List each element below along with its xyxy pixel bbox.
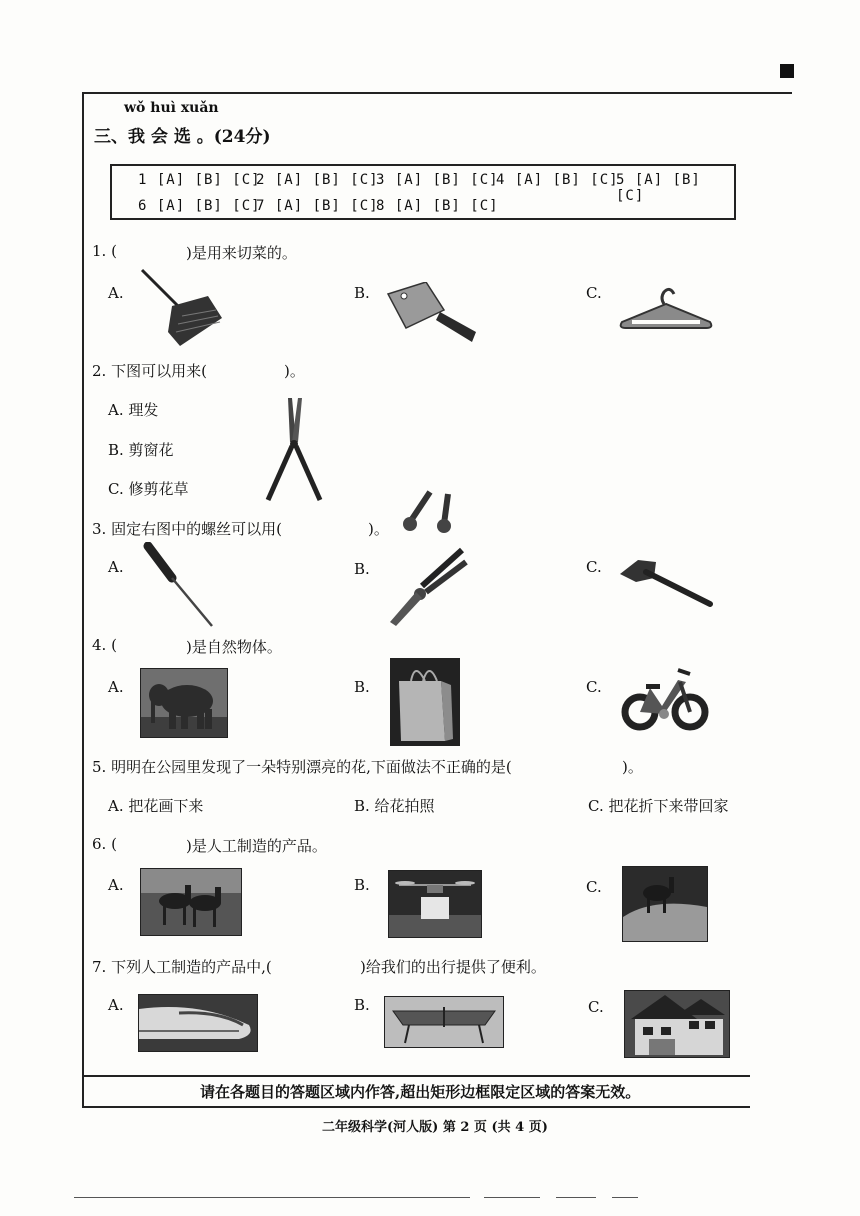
q7-option-b[interactable]: B. bbox=[354, 996, 370, 1014]
footer-rule bbox=[74, 1197, 470, 1198]
question-1-stem-end: )是用来切菜的。 bbox=[186, 244, 297, 262]
pliers-icon bbox=[386, 546, 470, 630]
q1-option-b[interactable]: B. bbox=[354, 284, 370, 302]
question-6-stem-start: 6. ( bbox=[92, 835, 117, 853]
frame-left-line bbox=[82, 92, 84, 1108]
q3-option-b[interactable]: B. bbox=[354, 560, 370, 578]
answer-choice-row[interactable]: 6 [A] [B] [C] bbox=[138, 198, 261, 214]
question-3-stem-end: )。 bbox=[368, 520, 389, 538]
question-7-stem-end: )给我们的出行提供了便利。 bbox=[360, 958, 546, 976]
q5-option-a[interactable]: A. 把花画下来 bbox=[108, 797, 204, 815]
question-6-stem-end: )是人工制造的产品。 bbox=[186, 837, 327, 855]
q1-option-c[interactable]: C. bbox=[586, 284, 602, 302]
page-footer: 二年级科学(河人版) 第 2 页 (共 4 页) bbox=[322, 1120, 548, 1135]
paper-bag-photo bbox=[390, 658, 460, 746]
q4-option-c[interactable]: C. bbox=[586, 678, 602, 696]
delivery-drone-photo bbox=[388, 870, 482, 938]
hanger-icon bbox=[616, 284, 716, 334]
q6-option-c[interactable]: C. bbox=[586, 878, 602, 896]
screwdriver-icon bbox=[142, 542, 218, 630]
q1-option-a[interactable]: A. bbox=[108, 284, 124, 302]
q2-option-a[interactable]: A. 理发 bbox=[108, 401, 159, 419]
q4-option-b[interactable]: B. bbox=[354, 678, 370, 696]
answer-choice-row[interactable]: 1 [A] [B] [C] bbox=[138, 172, 261, 188]
question-5-stem-start: 5. 明明在公园里发现了一朵特别漂亮的花,下面做法不正确的是( bbox=[92, 758, 512, 776]
question-3-stem-start: 3. 固定右图中的螺丝可以用( bbox=[92, 520, 282, 538]
footer-rule bbox=[612, 1197, 638, 1198]
q3-option-a[interactable]: A. bbox=[108, 558, 124, 576]
footer-rule bbox=[556, 1197, 596, 1198]
question-4-stem-start: 4. ( bbox=[92, 636, 117, 654]
question-1-stem-start: 1. ( bbox=[92, 242, 117, 260]
frame-top-line bbox=[82, 92, 792, 94]
house-photo bbox=[624, 990, 730, 1058]
q2-option-c[interactable]: C. 修剪花草 bbox=[108, 480, 189, 498]
elephant-photo bbox=[140, 668, 228, 738]
answer-choice-row[interactable]: 3 [A] [B] [C] bbox=[376, 172, 499, 188]
q2-option-b[interactable]: B. 剪窗花 bbox=[108, 441, 174, 459]
q5-option-c[interactable]: C. 把花折下来带回家 bbox=[588, 797, 729, 815]
question-4-stem-end: )是自然物体。 bbox=[186, 638, 282, 656]
section-title: 三、我 会 选 。(24分) bbox=[94, 127, 271, 147]
answer-choice-row[interactable]: 8 [A] [B] [C] bbox=[376, 198, 499, 214]
answer-choice-row[interactable]: 7 [A] [B] [C] bbox=[256, 198, 379, 214]
hedge-shears-icon bbox=[262, 396, 326, 504]
ping-pong-table-photo bbox=[384, 996, 504, 1048]
frame-line bbox=[82, 1106, 750, 1108]
answer-area-notice: 请在各题目的答题区域内作答,超出矩形边框限定区域的答案无效。 bbox=[200, 1083, 641, 1101]
bullet-train-photo bbox=[138, 994, 258, 1052]
answer-choice-row[interactable]: 2 [A] [B] [C] bbox=[256, 172, 379, 188]
question-2-stem-start: 2. 下图可以用来( bbox=[92, 362, 207, 380]
answer-sheet bbox=[110, 164, 736, 220]
question-2-stem-end: )。 bbox=[284, 362, 305, 380]
hammer-icon bbox=[618, 556, 714, 612]
screws-icon bbox=[400, 486, 464, 534]
q3-option-c[interactable]: C. bbox=[586, 558, 602, 576]
bicycle-photo bbox=[620, 660, 710, 736]
q6-option-a[interactable]: A. bbox=[108, 876, 124, 894]
footer-rule bbox=[484, 1197, 540, 1198]
q6-option-b[interactable]: B. bbox=[354, 876, 370, 894]
question-7-stem-start: 7. 下列人工制造的产品中,( bbox=[92, 958, 272, 976]
cleaver-icon bbox=[386, 282, 480, 344]
camel-photo bbox=[622, 866, 708, 942]
broom-icon bbox=[138, 266, 224, 350]
answer-choice-row[interactable]: 5 [A] [B] [C] bbox=[616, 172, 701, 204]
q5-option-b[interactable]: B. 给花拍照 bbox=[354, 797, 435, 815]
section-pinyin: wǒ huì xuǎn bbox=[124, 100, 219, 116]
answer-choice-row[interactable]: 4 [A] [B] [C] bbox=[496, 172, 619, 188]
q4-option-a[interactable]: A. bbox=[108, 678, 124, 696]
question-5-stem-end: )。 bbox=[622, 758, 643, 776]
frame-line bbox=[82, 1075, 750, 1077]
q7-option-a[interactable]: A. bbox=[108, 996, 124, 1014]
horses-photo bbox=[140, 868, 242, 936]
registration-mark bbox=[780, 64, 794, 78]
q7-option-c[interactable]: C. bbox=[588, 998, 604, 1016]
